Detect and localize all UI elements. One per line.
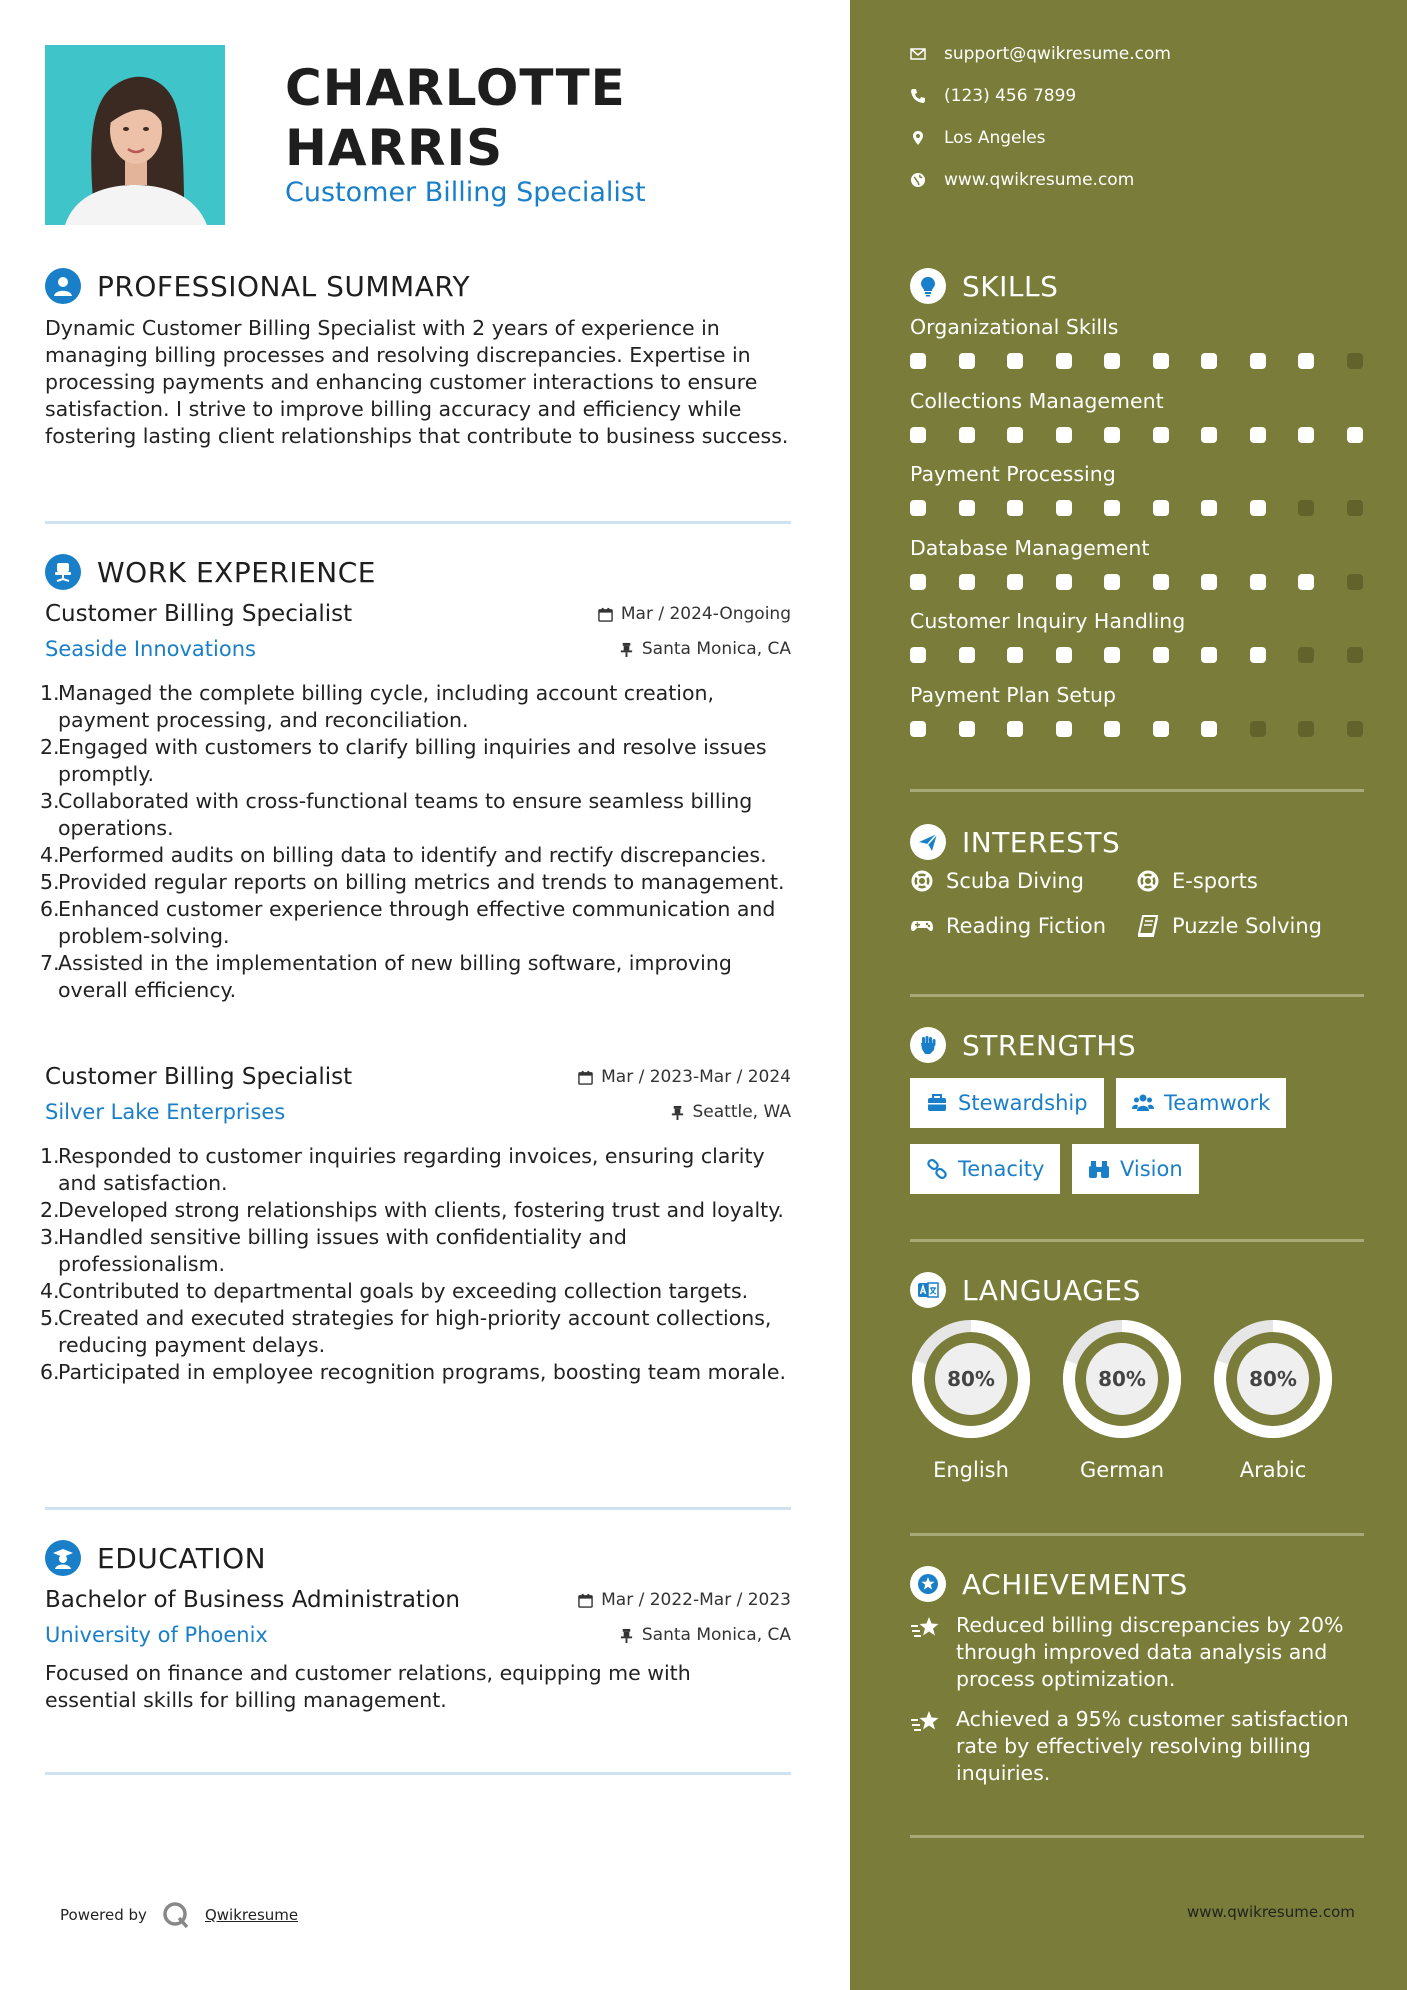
rating-dot-filled (1104, 500, 1120, 516)
list-item: 3. Handled sensitive billing issues with confidentiality and professionalism. (40, 1225, 627, 1276)
interest-item (910, 869, 1084, 893)
rating-dot-filled (1007, 647, 1023, 663)
education-heading (45, 1538, 266, 1578)
shooting-star-icon (910, 1708, 942, 1738)
education-description: Focused on finance and customer relations, equipping me with essential skills for billing management. (45, 1661, 691, 1712)
language-name: German (1079, 1458, 1165, 1482)
rating-dot-filled (959, 721, 975, 737)
candidate-name (285, 58, 626, 178)
school: University of Phoenix (45, 1623, 268, 1647)
work-heading (45, 552, 376, 592)
rating-dot-filled (910, 427, 926, 443)
job-title: Customer Billing Specialist (45, 601, 353, 627)
interests-title: INTERESTS (962, 825, 1121, 859)
interest-label: E-sports (1172, 869, 1258, 893)
rating-dot-filled (1250, 427, 1266, 443)
footer-website[interactable]: www.qwikresume.com (1187, 1903, 1355, 1921)
strengths-title: STRENGTHS (962, 1028, 1137, 1062)
job-location (619, 639, 791, 659)
rating-dot-filled (1104, 427, 1120, 443)
skill-name: Customer Inquiry Handling (910, 609, 1186, 633)
interest-label: Puzzle Solving (1172, 914, 1322, 938)
rating-dot-filled (1201, 427, 1217, 443)
pin-icon (619, 642, 634, 657)
rating-dot-filled (1201, 721, 1217, 737)
briefcase-icon (926, 1092, 948, 1114)
language-name: Arabic (1239, 1458, 1307, 1482)
skills-title: SKILLS (962, 269, 1059, 303)
achievement-text: Achieved a 95% customer satisfaction rate by effectively resolving billing inquiries. (956, 1707, 1349, 1785)
rating-dot-empty (1347, 647, 1363, 663)
rating-dot-filled (1007, 500, 1023, 516)
achievements-heading (910, 1564, 1188, 1604)
achievement-item (910, 1706, 1360, 1787)
skill-name: Organizational Skills (910, 315, 1119, 339)
languages-title: LANGUAGES (962, 1273, 1141, 1307)
rating-dot-filled (1347, 427, 1363, 443)
skill-rating (910, 574, 1363, 590)
rating-dot-filled (1104, 574, 1120, 590)
strength-label: Vision (1120, 1157, 1183, 1181)
job-dates (578, 1067, 791, 1087)
job-company: Silver Lake Enterprises (45, 1100, 286, 1124)
skill-name: Database Management (910, 535, 1150, 560)
work-title: WORK EXPERIENCE (97, 555, 376, 589)
lifebuoy-icon (1136, 869, 1160, 893)
achievement-text: Reduced billing discrepancies by 20% through improved data analysis and process optimization. (956, 1613, 1344, 1691)
divider (910, 1533, 1364, 1536)
language-gauge (1212, 1318, 1334, 1440)
skill-name: Payment Plan Setup (910, 682, 1117, 707)
footer-powered-by (60, 1900, 298, 1930)
strength-label: Tenacity (958, 1157, 1045, 1181)
language-item (1061, 1318, 1183, 1482)
qwikresume-logo-icon (161, 1900, 191, 1930)
job-entry (45, 601, 791, 661)
language-percent: 80% (1249, 1367, 1297, 1391)
users-icon (1132, 1092, 1154, 1114)
job-responsibilities (40, 680, 790, 1004)
strengths-heading (910, 1025, 1136, 1065)
rating-dot-filled (959, 500, 975, 516)
translate-icon (910, 1272, 946, 1308)
rating-dot-filled (1201, 353, 1217, 369)
divider (910, 1835, 1364, 1838)
powered-by-label: Powered by (60, 1906, 147, 1924)
location-text: Los Angeles (944, 128, 1046, 148)
rating-dot-filled (1298, 574, 1314, 590)
star-badge-icon (910, 1566, 946, 1602)
education-entry (45, 1587, 791, 1647)
paper-plane-icon (910, 824, 946, 860)
list-item: 6. Enhanced customer experience through effective communication and problem-solving. (40, 897, 776, 948)
chair-icon (45, 554, 81, 590)
rating-dot-filled (1201, 574, 1217, 590)
list-item: 2. Developed strong relationships with clients, fostering trust and loyalty. (40, 1198, 784, 1222)
rating-dot-filled (1056, 574, 1072, 590)
interest-label: Scuba Diving (946, 869, 1084, 893)
rating-dot-empty (1298, 721, 1314, 737)
interest-item (910, 914, 1106, 938)
rating-dot-filled (910, 353, 926, 369)
rating-dot-filled (910, 721, 926, 737)
divider (910, 789, 1364, 792)
strength-tag (910, 1144, 1060, 1194)
summary-heading (45, 266, 470, 306)
rating-dot-filled (1298, 427, 1314, 443)
brand-link[interactable]: Qwikresume (204, 1906, 299, 1924)
skills-heading (910, 266, 1058, 306)
graduate-icon (45, 1540, 81, 1576)
rating-dot-filled (1153, 353, 1169, 369)
rating-dot-filled (1104, 353, 1120, 369)
skill-name: Payment Processing (910, 462, 1116, 486)
strength-tag (1116, 1078, 1286, 1128)
location-pin-icon (910, 130, 926, 146)
rating-dot-filled (1056, 353, 1072, 369)
achievement-item (910, 1612, 1360, 1693)
rating-dot-filled (1007, 427, 1023, 443)
phone-text: (123) 456 7899 (944, 86, 1077, 106)
rating-dot-filled (1298, 353, 1314, 369)
rating-dot-empty (1347, 721, 1363, 737)
rating-dot-filled (1056, 500, 1072, 516)
user-icon (45, 268, 81, 304)
skill-rating (910, 427, 1363, 443)
link-icon (926, 1158, 948, 1180)
job-entry (45, 1064, 791, 1124)
rating-dot-filled (1056, 427, 1072, 443)
rating-dot-filled (1007, 353, 1023, 369)
calendar-icon (578, 1593, 593, 1608)
rating-dot-filled (1201, 500, 1217, 516)
skill-rating (910, 500, 1363, 516)
strength-label: Stewardship (958, 1091, 1088, 1115)
rating-dot-filled (1201, 647, 1217, 663)
candidate-title: Customer Billing Specialist (285, 177, 646, 208)
list-item: 2. Engaged with customers to clarify billing inquiries and resolve issues promptly. (40, 735, 767, 786)
list-item: 1. Managed the complete billing cycle, including account creation, payment processing, and reconciliation. (40, 681, 714, 732)
job-dates-text: Mar / 2024-Ongoing (620, 604, 791, 624)
book-icon (1136, 914, 1160, 938)
skill-rating (910, 721, 1363, 737)
job-dates (598, 604, 791, 624)
divider (910, 1239, 1364, 1242)
rating-dot-filled (1153, 500, 1169, 516)
rating-dot-filled (1104, 647, 1120, 663)
contact-email (910, 44, 1171, 64)
strength-tag (1072, 1144, 1199, 1194)
skill-rating (910, 647, 1363, 663)
calendar-icon (598, 607, 613, 622)
shooting-star-icon (910, 1614, 942, 1644)
rating-dot-filled (1250, 647, 1266, 663)
job-title: Customer Billing Specialist (45, 1064, 353, 1090)
rating-dot-empty (1298, 647, 1314, 663)
profile-photo (45, 45, 225, 225)
divider (45, 521, 791, 524)
language-name: English (933, 1458, 1009, 1482)
rating-dot-filled (1250, 500, 1266, 516)
rating-dot-filled (1007, 574, 1023, 590)
pin-icon (670, 1105, 685, 1120)
rating-dot-empty (1250, 721, 1266, 737)
rating-dot-filled (910, 500, 926, 516)
education-location (619, 1625, 791, 1645)
divider (910, 994, 1364, 997)
name-line-2: HARRIS (285, 119, 504, 177)
lightbulb-icon (910, 268, 946, 304)
degree: Bachelor of Business Administration (45, 1587, 460, 1613)
achievements-title: ACHIEVEMENTS (962, 1567, 1188, 1601)
education-title: EDUCATION (97, 1541, 267, 1575)
list-item: 1. Responded to customer inquiries regarding invoices, ensuring clarity and satisfaction. (40, 1144, 765, 1195)
list-item: 4. Performed audits on billing data to identify and rectify discrepancies. (40, 843, 767, 867)
contact-website (910, 170, 1134, 190)
language-gauge (910, 1318, 1032, 1440)
languages-heading (910, 1270, 1141, 1310)
rating-dot-filled (1153, 574, 1169, 590)
calendar-icon (578, 1070, 593, 1085)
rating-dot-empty (1298, 500, 1314, 516)
skill-rating (910, 353, 1363, 369)
fist-icon (910, 1027, 946, 1063)
rating-dot-empty (1347, 500, 1363, 516)
language-gauge (1061, 1318, 1183, 1440)
strength-label: Teamwork (1164, 1091, 1271, 1115)
interest-label: Reading Fiction (946, 914, 1107, 938)
job-dates-text: Mar / 2023-Mar / 2024 (601, 1067, 791, 1087)
rating-dot-empty (1347, 574, 1363, 590)
rating-dot-filled (959, 574, 975, 590)
rating-dot-filled (910, 574, 926, 590)
email-text[interactable]: support@qwikresume.com (944, 44, 1171, 64)
job-location (670, 1102, 792, 1122)
rating-dot-filled (959, 427, 975, 443)
language-percent: 80% (947, 1367, 995, 1391)
rating-dot-filled (1007, 721, 1023, 737)
rating-dot-empty (1347, 353, 1363, 369)
name-line-1: CHARLOTTE (285, 59, 626, 117)
rating-dot-filled (1153, 647, 1169, 663)
rating-dot-filled (959, 647, 975, 663)
skill-name: Collections Management (910, 388, 1164, 413)
job-location-text: Seattle, WA (692, 1102, 791, 1122)
website-text[interactable]: www.qwikresume.com (944, 170, 1135, 190)
rating-dot-filled (1104, 721, 1120, 737)
envelope-icon (910, 46, 926, 62)
lifebuoy-icon (910, 869, 934, 893)
interest-item (1136, 914, 1322, 938)
contact-location (910, 128, 1046, 148)
education-location-text: Santa Monica, CA (641, 1625, 791, 1645)
list-item: 3. Collaborated with cross-functional teams to ensure seamless billing operations. (40, 789, 753, 840)
list-item: 6. Participated in employee recognition programs, boosting team morale. (40, 1360, 786, 1384)
binoculars-icon (1088, 1158, 1110, 1180)
rating-dot-filled (1250, 353, 1266, 369)
strength-tag (910, 1078, 1104, 1128)
education-dates (578, 1590, 791, 1610)
globe-icon (910, 172, 926, 188)
interest-item (1136, 869, 1258, 893)
education-dates-text: Mar / 2022-Mar / 2023 (601, 1590, 791, 1610)
summary-text: Dynamic Customer Billing Specialist with 2 years of experience in managing billing processes and resolving discrepancies. Expertise in processing payments and enhancing customer interactions to ensure satisfaction. I strive to improve billing accuracy and efficiency while fostering lasting client relationships that contribute to business success. (45, 316, 789, 448)
interests-heading (910, 822, 1120, 862)
language-percent: 80% (1098, 1367, 1146, 1391)
rating-dot-filled (1153, 427, 1169, 443)
phone-icon (910, 88, 926, 104)
divider (45, 1772, 791, 1775)
language-item (910, 1318, 1032, 1482)
divider (45, 1507, 791, 1510)
rating-dot-filled (1153, 721, 1169, 737)
rating-dot-filled (1056, 721, 1072, 737)
gamepad-icon (910, 914, 934, 938)
job-location-text: Santa Monica, CA (641, 639, 791, 659)
list-item: 7. Assisted in the implementation of new billing software, improving overall efficiency. (40, 951, 732, 1002)
rating-dot-filled (1056, 647, 1072, 663)
contact-phone (910, 86, 1076, 106)
summary-title: PROFESSIONAL SUMMARY (97, 269, 471, 303)
rating-dot-filled (910, 647, 926, 663)
rating-dot-filled (1250, 574, 1266, 590)
list-item: 5. Provided regular reports on billing metrics and trends to management. (40, 870, 785, 894)
job-responsibilities (40, 1143, 790, 1386)
language-item (1212, 1318, 1334, 1482)
pin-icon (619, 1628, 634, 1643)
list-item: 5. Created and executed strategies for high-priority account collections, reducing payment delays. (40, 1306, 772, 1357)
rating-dot-filled (959, 353, 975, 369)
list-item: 4. Contributed to departmental goals by exceeding collection targets. (40, 1279, 749, 1303)
job-company: Seaside Innovations (45, 637, 256, 661)
